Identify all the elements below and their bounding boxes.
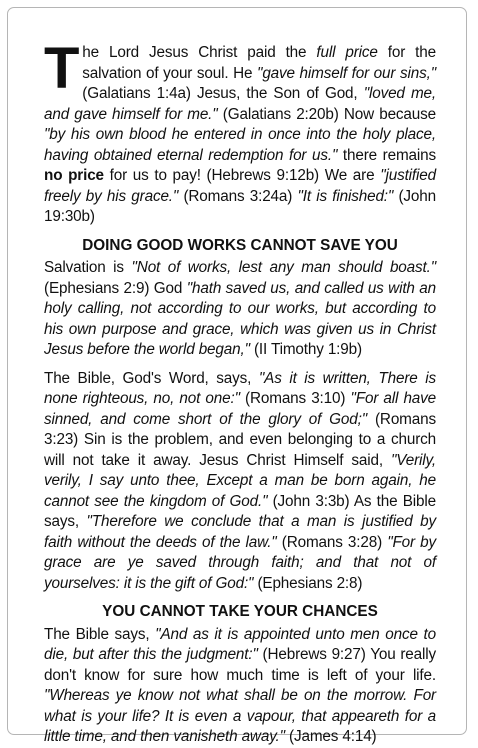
scripture-quote: "For by grace are ye saved through faith; and that not of yourselves: it is the gift of God:": [44, 533, 436, 592]
good-works-paragraph-2: [44, 369, 436, 595]
bold-text: no price: [44, 167, 104, 184]
text-run: (Galatians 1:4a) Jesus, the Son of God,: [82, 85, 364, 102]
scripture-quote: "Whereas ye know not what shall be on the morrow. For what is your life? It is even a vapour, that appeareth for a little time, and then vanisheth away.": [44, 687, 436, 745]
scripture-quote: "gave himself for our sins,": [257, 64, 436, 82]
emphasis-text: full price: [316, 44, 378, 61]
scripture-quote: "Therefore we conclude that a man is justified by faith without the deeds of the law.": [44, 513, 436, 551]
scripture-quote: "Not of works, lest any man should boast.": [131, 259, 436, 276]
text-run: (John 19:30b): [44, 187, 436, 225]
scripture-quote: "And as it is appointed unto men once to die, but after this the judgment:": [44, 625, 436, 663]
scripture-quote: "It is finished:": [297, 187, 394, 205]
text-run: for us to pay! (Hebrews 9:12b) We are: [103, 167, 381, 184]
text-run: for the salvation of your soul. He: [82, 44, 436, 82]
text-run: (Romans 3:28): [276, 533, 388, 551]
section-heading-chances: YOU CANNOT TAKE YOUR CHANCES: [102, 603, 378, 620]
text-run: The Bible says,: [44, 625, 156, 643]
text-run: (Ephesians 2:9) God: [44, 279, 187, 297]
scripture-quote: "by his own blood he entered in once into the holy place, having obtained eternal redemption for us.": [44, 126, 436, 164]
text-run: he Lord Jesus Christ paid the: [82, 44, 317, 61]
chances-paragraph: [44, 625, 436, 748]
text-run: (Romans 3:24a): [178, 187, 298, 205]
text-run: (Hebrews 9:27) You really don't know for sure how much time is left of your life.: [44, 646, 436, 684]
text-run: (James 4:14): [284, 728, 377, 745]
scripture-quote: "justified freely by his grace.": [44, 167, 436, 205]
text-run: (Romans 3:10): [239, 390, 351, 407]
text-run: (John 3:3b) As the Bible says,: [44, 492, 436, 530]
scripture-quote: "As it is written, There is none righteous, no, not one:": [44, 369, 436, 407]
text-run: (Galatians 2:20b) Now because: [217, 105, 436, 123]
text-run: The Bible, God's Word, says,: [44, 369, 259, 387]
scripture-quote: "loved me, and gave himself for me.": [44, 85, 437, 123]
intro-paragraph: [44, 36, 437, 228]
drop-cap: T: [44, 36, 80, 101]
text-run: (II Timothy 1:9b): [249, 341, 362, 358]
text-run: (Romans 3:23) Sin is the problem, and even belonging to a church will not take it away. Jesus Christ Himself said,: [44, 410, 436, 469]
text-run: (Ephesians 2:8): [253, 574, 363, 592]
good-works-paragraph-1: [44, 258, 436, 361]
text-run: Salvation is: [44, 259, 132, 276]
scripture-quote: "hath saved us, and called us with an holy calling, not according to our works, but according to his own purpose and grace, which was given us in Christ Jesus before the world began,": [44, 279, 436, 358]
tract-content: [44, 36, 437, 748]
scripture-quote: "For all have sinned, and come short of the glory of God;": [44, 390, 437, 428]
text-run: there remains: [337, 146, 436, 164]
scripture-quote: "Verily, verily, I say unto thee, Except a man be born again, he cannot see the kingdom of God.": [44, 451, 436, 510]
section-heading-good-works: DOING GOOD WORKS CANNOT SAVE YOU: [82, 236, 398, 254]
